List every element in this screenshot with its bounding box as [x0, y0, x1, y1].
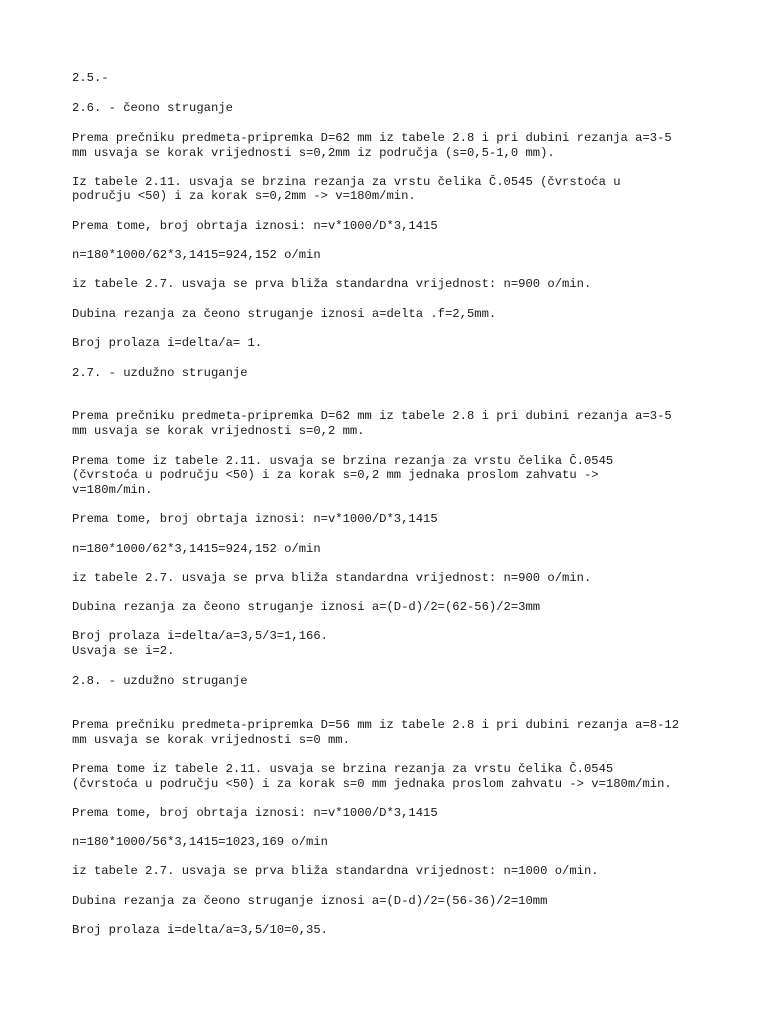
- text-line: Prema prečniku predmeta-pripremka D=62 mm iz tabele 2.8 i pri dubini rezanja a=3-5: [72, 131, 672, 145]
- text-line: n=180*1000/62*3,1415=924,152 o/min: [72, 248, 321, 262]
- text-line: Dubina rezanja za čeono struganje iznosi a=(D-d)/2=(62-56)/2=3mm: [72, 600, 541, 614]
- text-line: Dubina rezanja za čeono struganje iznosi a=delta .f=2,5mm.: [72, 307, 497, 321]
- text-line: (čvrstoća u području <50) i za korak s=0 mm jednaka proslom zahvatu -> v=180m/min.: [72, 777, 672, 791]
- section-heading-2-6: 2.6. - čeono struganje: [72, 101, 233, 115]
- text-line: Dubina rezanja za čeono struganje iznosi a=(D-d)/2=(56-36)/2=10mm: [72, 894, 548, 908]
- text-line: iz tabele 2.7. usvaja se prva bliža standardna vrijednost: n=900 o/min.: [72, 571, 592, 585]
- section-heading-2-7: 2.7. - uzdužno struganje: [72, 366, 248, 380]
- text-line: v=180m/min.: [72, 483, 153, 497]
- text-line: Prema prečniku predmeta-pripremka D=56 mm iz tabele 2.8 i pri dubini rezanja a=8-12: [72, 718, 680, 732]
- text-line: mm usvaja se korak vrijednosti s=0,2 mm.: [72, 424, 365, 438]
- text-line: Prema tome, broj obrtaja iznosi: n=v*1000/D*3,1415: [72, 219, 438, 233]
- text-line: n=180*1000/56*3,1415=1023,169 o/min: [72, 835, 328, 849]
- text-line: Broj prolaza i=delta/a=3,5/3=1,166.: [72, 629, 328, 643]
- text-line: mm usvaja se korak vrijednosti s=0 mm.: [72, 733, 350, 747]
- section-heading-2-8: 2.8. - uzdužno struganje: [72, 674, 248, 688]
- text-line: Broj prolaza i=delta/a= 1.: [72, 336, 263, 350]
- section-label-2-5: 2.5.-: [72, 71, 109, 85]
- text-line: Prema prečniku predmeta-pripremka D=62 mm iz tabele 2.8 i pri dubini rezanja a=3-5: [72, 409, 672, 423]
- text-line: iz tabele 2.7. usvaja se prva bliža standardna vrijednost: n=1000 o/min.: [72, 864, 599, 878]
- text-line: Prema tome iz tabele 2.11. usvaja se brzina rezanja za vrstu čelika Č.0545: [72, 762, 614, 776]
- text-line: Iz tabele 2.11. usvaja se brzina rezanja za vrstu čelika Č.0545 (čvrstoća u: [72, 175, 621, 189]
- text-line: Prema tome, broj obrtaja iznosi: n=v*1000/D*3,1415: [72, 806, 438, 820]
- text-line: n=180*1000/62*3,1415=924,152 o/min: [72, 542, 321, 556]
- text-line: iz tabele 2.7. usvaja se prva bliža standardna vrijednost: n=900 o/min.: [72, 277, 592, 291]
- text-line: (čvrstoća u području <50) i za korak s=0,2 mm jednaka proslom zahvatu ->: [72, 468, 599, 482]
- text-line: Usvaja se i=2.: [72, 644, 175, 658]
- text-line: Prema tome iz tabele 2.11. usvaja se brzina rezanja za vrstu čelika Č.0545: [72, 454, 614, 468]
- text-line: mm usvaja se korak vrijednosti s=0,2mm iz područja (s=0,5-1,0 mm).: [72, 146, 555, 160]
- text-line: području <50) i za korak s=0,2mm -> v=180m/min.: [72, 189, 416, 203]
- text-line: Prema tome, broj obrtaja iznosi: n=v*1000/D*3,1415: [72, 512, 438, 526]
- text-line: Broj prolaza i=delta/a=3,5/10=0,35.: [72, 923, 328, 937]
